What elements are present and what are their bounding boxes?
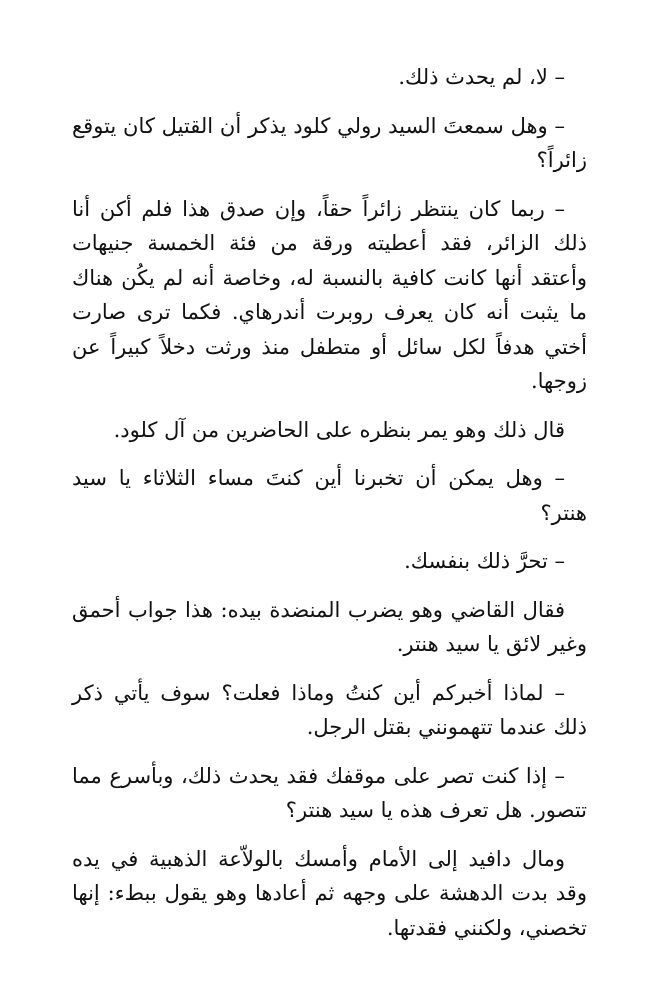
paragraph-4: قال ذلك وهو يمر بنظره على الحاضرين من آل كلود.: [113, 417, 565, 442]
paragraph-8: – لماذا أخبركم أين كنتُ وماذا فعلت؟ سوف يأتي ذكر ذلك عندما تتهمونني بقتل الرجل.: [72, 680, 587, 739]
paragraph-9: – إذا كنت تصر على موقفك فقد يحدث ذلك، وبأسرع مما تتصور. هل تعرف هذه يا سيد هنتر؟: [72, 763, 587, 822]
paragraph-7: فقال القاضي وهو يضرب المنضدة بيده: هذا جواب أحمق وغير لائق يا سيد هنتر.: [72, 597, 587, 656]
paragraph-3: – ربما كان ينتظر زائراً حقاً، وإن صدق هذا فلم أكن أنا ذلك الزائر، فقد أعطيته ورقة من فئة الخمسة جنيهات وأعتقد أنها كانت كافية بالنسبة له، وخاصة أنه لم يكُن هناك ما يثبت أنه كان يعرف روبرت أندرهاي. فكما ترى صارت أختي هدفاً لكل سائل أو متطفل منذ ورثت دخلاً كبيراً عن زوجها.: [72, 196, 587, 393]
paragraph-5: – وهل يمكن أن تخبرنا أين كنتَ مساء الثلاثاء يا سيد هنتر؟: [72, 466, 587, 525]
paragraph-2: – وهل سمعتَ السيد رولي كلود يذكر أن القتيل كان يتوقع زائراً؟: [72, 113, 587, 172]
paragraph-6: – تحرَّ ذلك بنفسك.: [404, 549, 565, 573]
paragraph-10: ومال دافيد إلى الأمام وأمسك بالولاّعة الذهبية في يده وقد بدت الدهشة على وجهه ثم أعادها وهو يقول ببطء: إنها تخصني، ولكنني فقدتها.: [72, 846, 587, 940]
paragraph-1: – لا، لم يحدث ذلك.: [398, 65, 565, 89]
book-page: [72, 60, 587, 959]
